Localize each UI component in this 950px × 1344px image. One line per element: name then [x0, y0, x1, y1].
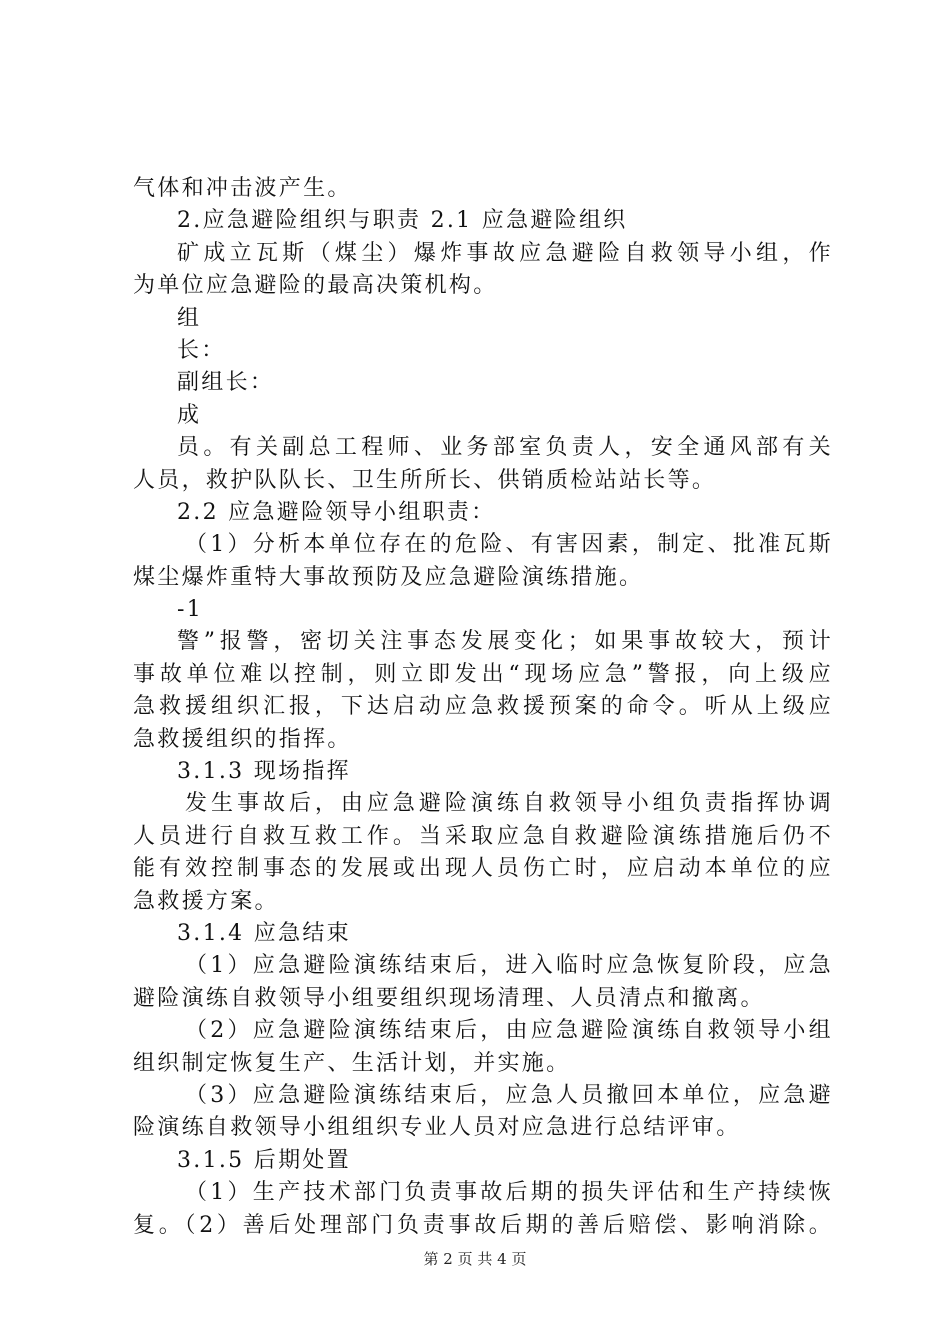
text-line: 长：	[177, 337, 226, 363]
text-line: 险演练自救领导小组组织专业人员对应急进行总结评审。	[133, 1115, 741, 1141]
text-line: （1）分析本单位存在的危险、有害因素，制定、批准瓦斯	[185, 532, 833, 558]
text-line: （2）应急避险演练结束后，由应急避险演练自救领导小组	[185, 1018, 833, 1044]
text-line: 警”报警，密切关注事态发展变化；如果事故较大，预计	[177, 629, 833, 655]
text-line: （1）生产技术部门负责事故后期的损失评估和生产持续恢	[185, 1180, 833, 1206]
text-line: 副组长：	[177, 370, 275, 396]
text-line: 3.1.5 后期处置	[177, 1147, 351, 1173]
text-line: 矿成立瓦斯（煤尘）爆炸事故应急避险自救领导小组，作	[177, 240, 833, 266]
text-line: 事故单位难以控制，则立即发出“现场应急”警报，向上级应	[133, 661, 833, 687]
text-line: 煤尘爆炸重特大事故预防及应急避险演练措施。	[133, 564, 644, 590]
text-line: 发生事故后，由应急避险演练自救领导小组负责指挥协调	[185, 791, 833, 817]
text-line: 2.应急避险组织与职责 2.1 应急避险组织	[177, 208, 628, 234]
text-line: 组	[177, 305, 202, 331]
text-line: 2.2 应急避险领导小组职责：	[177, 499, 496, 525]
text-line: 急救援组织的指挥。	[133, 726, 352, 752]
text-line: 能有效控制事态的发展或出现人员伤亡时，应启动本单位的应	[133, 856, 833, 882]
text-line: 气体和冲击波产生。	[133, 176, 352, 201]
text-line: 3.1.4 应急结束	[177, 920, 351, 946]
text-line: 为单位应急避险的最高决策机构。	[133, 273, 498, 299]
text-line: 3.1.3 现场指挥	[177, 759, 351, 785]
text-line: （3）应急避险演练结束后，应急人员撤回本单位，应急避	[185, 1082, 833, 1108]
document-body	[133, 173, 833, 1242]
text-line: 员。有关副总工程师、业务部室负责人，安全通风部有关	[177, 435, 833, 461]
text-line: -1	[177, 597, 204, 623]
text-line: 复。（2）善后处理部门负责事故后期的善后赔偿、影响消除。	[133, 1212, 833, 1238]
text-line: 人员进行自救互救工作。当采取应急自救避险演练措施后仍不	[133, 823, 833, 849]
text-line: 急救援方案。	[133, 888, 279, 914]
text-line: （1）应急避险演练结束后，进入临时应急恢复阶段，应急	[185, 953, 833, 979]
page-footer: 第 2 页 共 4 页	[423, 1250, 527, 1268]
text-line: 组织制定恢复生产、生活计划，并实施。	[133, 1050, 571, 1076]
text-line: 人员，救护队队长、卫生所所长、供销质检站站长等。	[133, 467, 717, 493]
text-line: 成	[177, 402, 202, 428]
text-line: 急救援组织汇报，下达启动应急救援预案的命令。听从上级应	[133, 694, 833, 720]
text-line: 避险演练自救领导小组要组织现场清理、人员清点和撤离。	[133, 985, 765, 1011]
